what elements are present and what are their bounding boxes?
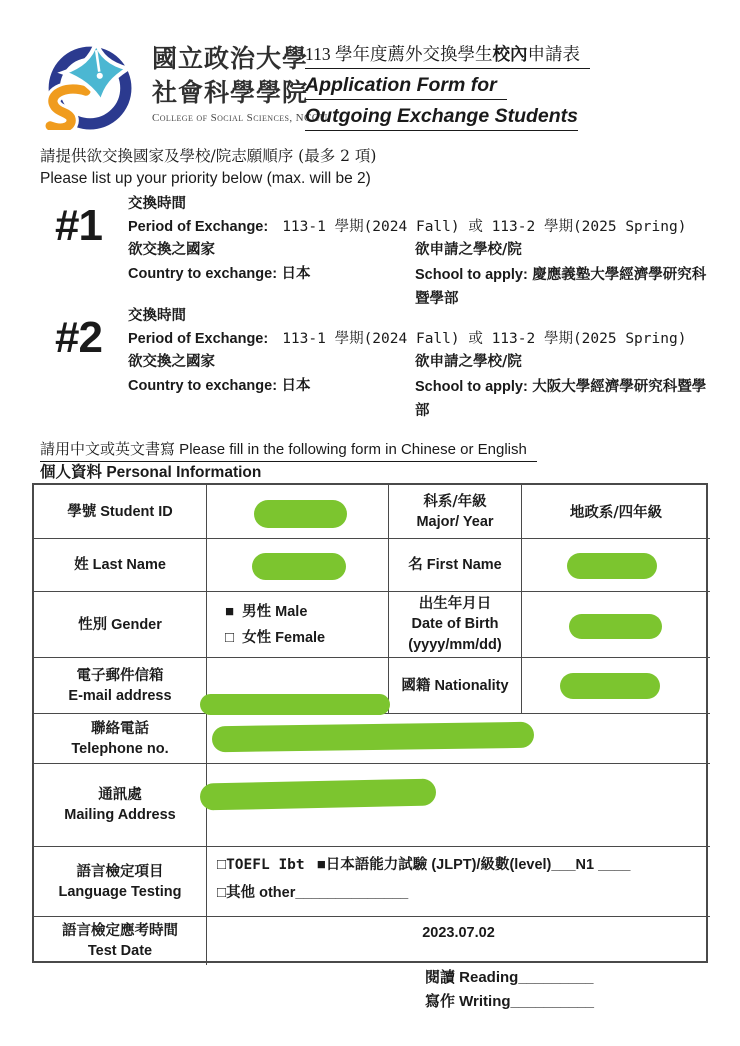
email-value-cell — [207, 658, 389, 714]
priority-1-rank: #1 — [55, 201, 102, 250]
nationality-label: 國籍 Nationality — [389, 658, 522, 714]
dob-label: 出生年月日 Date of Birth (yyyy/mm/dd) — [389, 592, 522, 658]
student-id-value-cell — [207, 485, 389, 539]
redaction-pill — [569, 614, 662, 639]
nccu-css-logo-icon — [36, 40, 140, 130]
checkbox-toefl-unchecked-icon: □ — [217, 856, 227, 873]
country-label-zh: 欲交換之國家 — [128, 353, 215, 370]
page-title-en-1: Application Form for — [305, 73, 507, 100]
major-year-label: 科系/年級 Major/ Year — [389, 485, 522, 539]
priority-instruction-zh: 請提供欲交換國家及學校/院志願順序 (最多 2 項) — [40, 147, 377, 165]
period-label-zh: 交換時間 — [128, 195, 186, 212]
section-title-personal-info: 個人資料 Personal Information — [40, 462, 262, 481]
jlpt-label: 日本語能力試驗 (JLPT)/級數(level)___N1 ____ — [325, 857, 631, 873]
first-name-value-cell — [522, 539, 710, 592]
language-testing-line2 — [217, 882, 706, 904]
document-title — [305, 42, 735, 135]
period-value: 113-1 學期(2024 Fall) 或 113-2 學期(2025 Spring) — [282, 219, 687, 235]
school-value: 慶應義塾大學經濟學研究科暨學部 — [415, 265, 707, 307]
mailing-address-label: 通訊處 Mailing Address — [34, 764, 207, 847]
phone-value-cell — [207, 714, 710, 764]
period-label-en: Period of Exchange: — [128, 219, 269, 235]
first-name-label: 名 First Name — [389, 539, 522, 592]
country-label-en: Country to exchange: — [128, 265, 278, 282]
male-label: 男性 Male — [242, 603, 308, 620]
school-label-zh: 欲申請之學校/院 — [415, 353, 522, 370]
checkbox-other-unchecked-icon: □ — [217, 884, 227, 901]
test-date-label: 語言檢定應考時間 Test Date — [34, 917, 207, 965]
language-instruction: 請用中文或英文書寫 Please fill in the following form in Chinese or English — [40, 438, 537, 466]
period-label-zh: 交換時間 — [128, 307, 186, 324]
redaction-pill — [200, 694, 390, 715]
school-value: 大阪大學經濟學研究科暨學部 — [415, 377, 707, 419]
test-date-value: 2023.07.02 — [422, 925, 495, 941]
org-name-en: College of Social Sciences, NCCU — [152, 112, 328, 124]
org-name-zh-line2: 社會科學學院 — [152, 78, 309, 107]
phone-label: 聯絡電話 Telephone no. — [34, 714, 207, 764]
gender-options-cell — [207, 592, 389, 658]
gender-option-female — [225, 625, 388, 651]
priority-2-rank: #2 — [55, 313, 102, 362]
last-name-label: 姓 Last Name — [34, 539, 207, 592]
organization-name — [152, 42, 328, 126]
period-value: 113-1 學期(2024 Fall) 或 113-2 學期(2025 Spring) — [282, 331, 687, 347]
redaction-pill — [567, 553, 657, 579]
org-name-zh-line1: 國立政治大學 — [152, 44, 309, 73]
gender-label: 性別 Gender — [34, 592, 207, 658]
priority-instruction-en: Please list up your priority below (max. will be 2) — [40, 170, 371, 187]
language-testing-label: 語言檢定項目 Language Testing — [34, 847, 207, 917]
country-label-zh: 欲交換之國家 — [128, 241, 215, 258]
last-name-value-cell — [207, 539, 389, 592]
reading-score-line: 閱讀 Reading_________ — [425, 969, 594, 986]
country-value: 日本 — [281, 376, 311, 394]
country-value: 日本 — [281, 264, 311, 282]
school-label-zh: 欲申請之學校/院 — [415, 241, 522, 258]
school-label-en: School to apply: — [415, 378, 528, 395]
personal-info-table — [32, 483, 708, 963]
language-testing-line1 — [217, 854, 706, 876]
nationality-value-cell — [522, 658, 710, 714]
checkbox-male-checked-icon: ■ — [225, 602, 235, 620]
redaction-pill — [212, 722, 534, 752]
period-label-en: Period of Exchange: — [128, 331, 269, 347]
writing-score-line: 寫作 Writing__________ — [425, 993, 594, 1010]
language-testing-value-cell — [207, 847, 710, 917]
student-id-label: 學號 Student ID — [34, 485, 207, 539]
country-label-en: Country to exchange: — [128, 377, 278, 394]
female-label: 女性 Female — [242, 629, 326, 646]
school-line — [415, 375, 715, 422]
checkbox-jlpt-checked-icon: ■ — [316, 856, 326, 873]
page-title-zh: 113 學年度薦外交換學生校內申請表 — [305, 42, 590, 69]
other-label: 其他 other______________ — [226, 885, 409, 901]
school-label-en: School to apply: — [415, 266, 528, 283]
redaction-pill — [560, 673, 660, 699]
redaction-pill — [200, 779, 437, 811]
dob-value-cell — [522, 592, 710, 658]
checkbox-female-unchecked-icon: □ — [225, 628, 235, 646]
gender-option-male — [225, 599, 388, 625]
email-label: 電子郵件信箱 E-mail address — [34, 658, 207, 714]
school-line — [415, 263, 715, 310]
toefl-label: TOEFL Ibt — [226, 857, 305, 873]
mailing-address-value-cell — [207, 764, 710, 847]
redaction-pill — [252, 553, 346, 580]
page-title-en-2: Outgoing Exchange Students — [305, 104, 578, 131]
redaction-pill — [254, 500, 347, 528]
major-year-value: 地政系/四年級 — [522, 485, 710, 539]
